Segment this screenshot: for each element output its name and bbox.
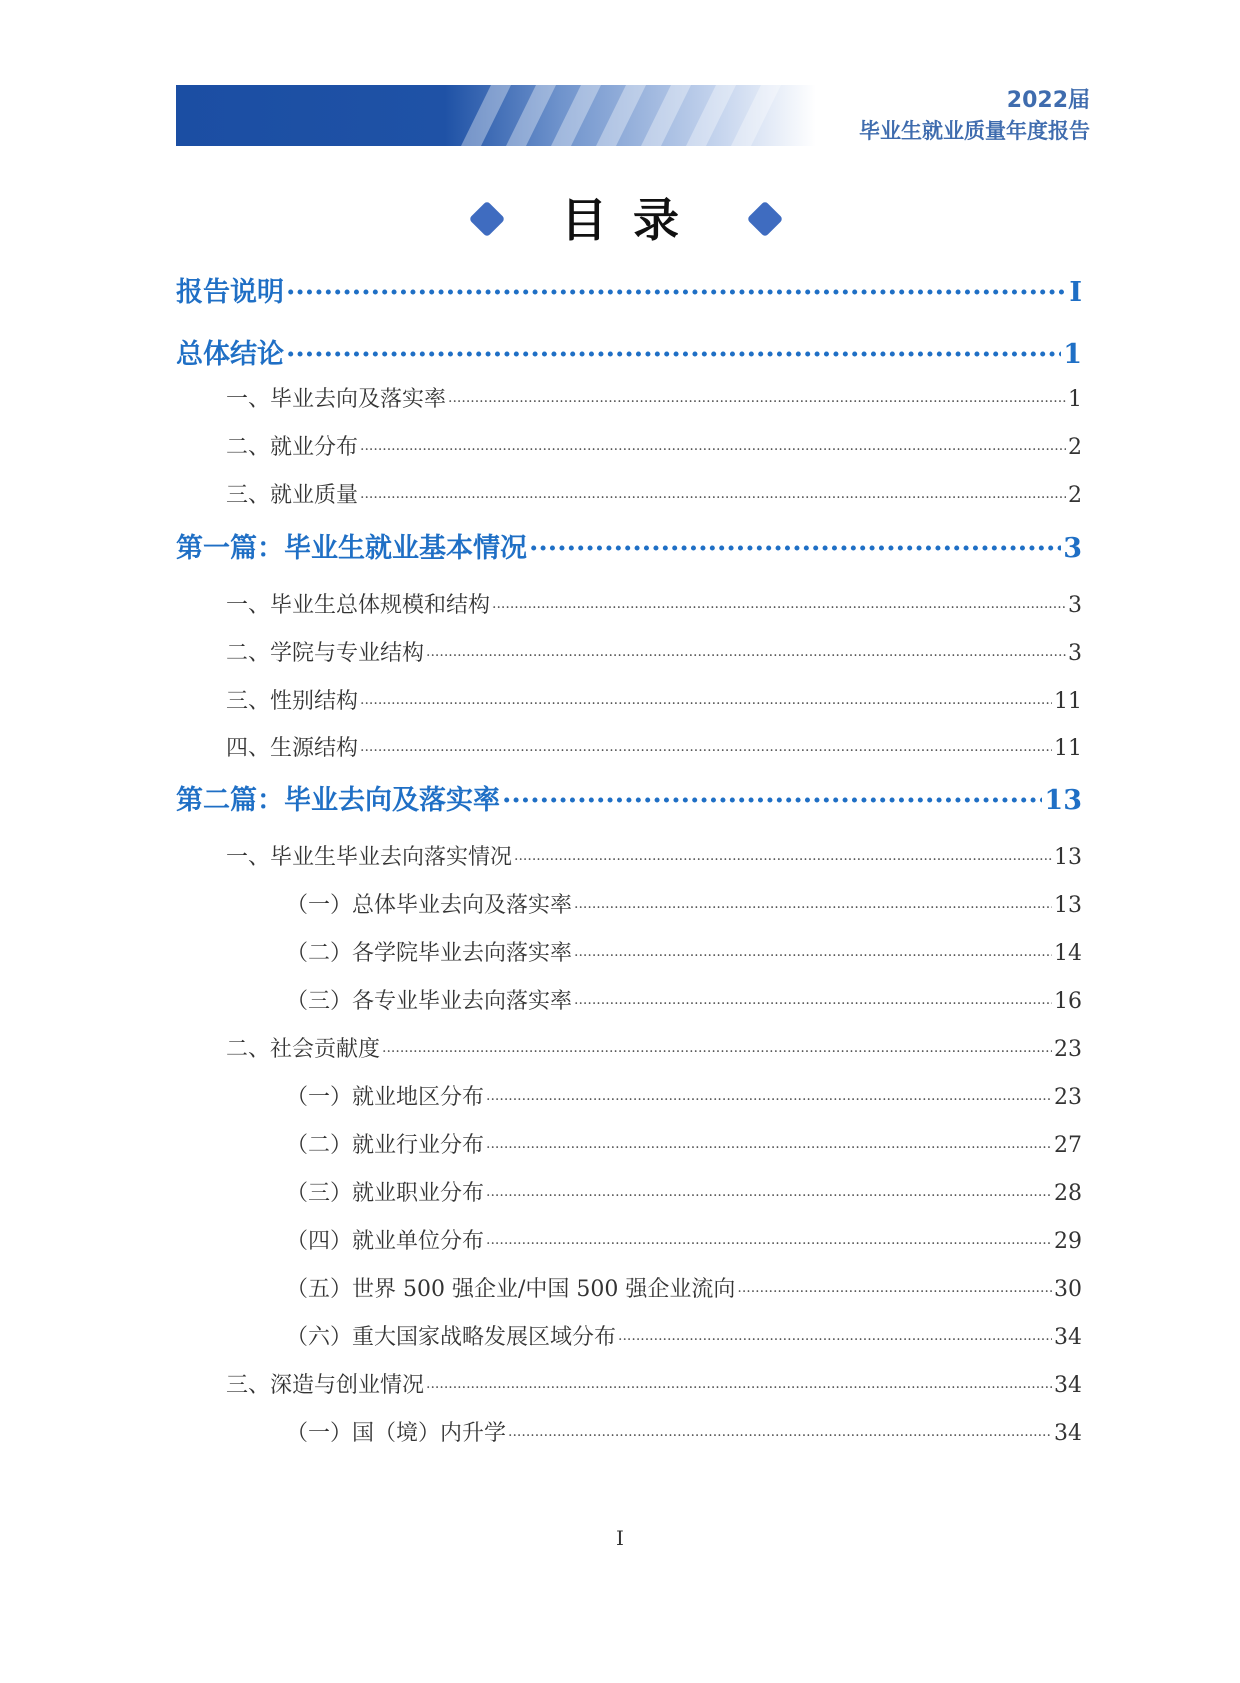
toc-entry[interactable] xyxy=(226,1032,1082,1066)
toc-entry-page: 30 xyxy=(1054,1277,1082,1302)
toc-entry-page: 27 xyxy=(1054,1133,1082,1158)
toc-entry[interactable] xyxy=(286,1224,1082,1258)
toc-entry-page: I xyxy=(1069,277,1082,308)
toc-entry[interactable] xyxy=(226,684,1082,718)
toc-entry-leader xyxy=(360,741,1052,755)
toc-entry[interactable] xyxy=(286,888,1082,922)
toc-entry[interactable] xyxy=(286,1176,1082,1210)
toc-entry-page: 23 xyxy=(1054,1085,1082,1110)
toc-entry-label: 第二篇：毕业去向及落实率 xyxy=(176,785,500,816)
toc-entry-leader xyxy=(486,1186,1052,1200)
toc-entry-page: 34 xyxy=(1054,1325,1082,1350)
toc-entry-label: （一）就业地区分布 xyxy=(286,1085,485,1110)
toc-entry[interactable] xyxy=(286,936,1082,970)
toc-entry-page: 13 xyxy=(1044,785,1082,816)
toc-entry-label: 三、性别结构 xyxy=(226,689,359,714)
toc-title: 目录 xyxy=(561,193,705,247)
toc-entry-leader xyxy=(502,782,1042,809)
toc-entry[interactable] xyxy=(226,731,1082,765)
toc-entry-label: 一、毕业生总体规模和结构 xyxy=(226,593,491,618)
header-year: 2022届 xyxy=(1006,88,1090,113)
toc-entry-leader xyxy=(486,1138,1052,1152)
toc-entry[interactable] xyxy=(286,1320,1082,1354)
toc-entry-label: 三、深造与创业情况 xyxy=(226,1373,425,1398)
toc-entry-page: 13 xyxy=(1054,893,1082,918)
toc-entry-page: 28 xyxy=(1054,1181,1082,1206)
toc-entry-label: （二）就业行业分布 xyxy=(286,1133,485,1158)
toc-entry[interactable] xyxy=(226,636,1082,670)
toc-entry-leader xyxy=(360,488,1066,502)
toc-entry-page: 11 xyxy=(1054,689,1082,714)
toc-entry[interactable] xyxy=(286,1416,1082,1450)
toc-entry-leader xyxy=(508,1426,1052,1440)
header-subtitle: 毕业生就业质量年度报告 xyxy=(859,119,1090,143)
toc-entry-page: 11 xyxy=(1054,736,1082,761)
toc-entry-page: 3 xyxy=(1068,641,1082,666)
toc-entry-leader xyxy=(618,1330,1052,1344)
footer-page-number: I xyxy=(616,1526,624,1550)
toc-entry-leader xyxy=(574,898,1052,912)
toc-entry-page: 13 xyxy=(1054,845,1082,870)
toc-entry-label: 二、社会贡献度 xyxy=(226,1037,381,1062)
toc-entry-label: （一）国（境）内升学 xyxy=(286,1421,507,1446)
toc-entry-page: 3 xyxy=(1068,593,1082,618)
toc-entry[interactable] xyxy=(286,984,1082,1018)
toc-entry-page: 23 xyxy=(1054,1037,1082,1062)
toc-entry-label: （一）总体毕业去向及落实率 xyxy=(286,893,573,918)
toc-entry-leader xyxy=(426,1378,1052,1392)
toc-entry-label: （三）就业职业分布 xyxy=(286,1181,485,1206)
toc-entry-label: （六）重大国家战略发展区域分布 xyxy=(286,1325,617,1350)
toc-entry-page: 34 xyxy=(1054,1421,1082,1446)
toc-entry[interactable] xyxy=(176,270,1082,310)
toc-entry-page: 2 xyxy=(1068,483,1082,508)
toc-entry-page: 1 xyxy=(1063,339,1082,370)
toc-entry[interactable] xyxy=(286,1080,1082,1114)
toc-entry-page: 29 xyxy=(1054,1229,1082,1254)
toc-entry-page: 34 xyxy=(1054,1373,1082,1398)
toc-entry[interactable] xyxy=(176,526,1082,566)
toc-entry[interactable] xyxy=(226,588,1082,622)
toc-entry-leader xyxy=(737,1282,1052,1296)
toc-entry-page: 2 xyxy=(1068,435,1082,460)
toc-entry[interactable] xyxy=(226,1368,1082,1402)
header-text xyxy=(859,86,1090,146)
toc-entry-label: 一、毕业生毕业去向落实情况 xyxy=(226,845,513,870)
toc-entry[interactable] xyxy=(226,430,1082,464)
toc-entry-page: 16 xyxy=(1054,989,1082,1014)
toc-entry-leader xyxy=(492,598,1066,612)
toc-entry-leader xyxy=(486,1234,1052,1248)
toc-entry-label: （三）各专业毕业去向落实率 xyxy=(286,989,573,1014)
toc-entry-leader xyxy=(448,392,1066,406)
toc-entry-leader xyxy=(486,1090,1052,1104)
header-band-graphic xyxy=(176,85,816,146)
toc-entry-label: （二）各学院毕业去向落实率 xyxy=(286,941,573,966)
toc-entry-page: 1 xyxy=(1068,387,1082,412)
toc-entry-leader xyxy=(286,274,1067,301)
toc-entry[interactable] xyxy=(226,840,1082,874)
toc-entry-leader xyxy=(514,850,1052,864)
toc-title-wrap xyxy=(0,190,1240,250)
toc-entry-leader xyxy=(574,946,1052,960)
toc-entry-label: （五）世界 500 强企业/中国 500 强企业流向 xyxy=(286,1277,736,1302)
toc-entry-leader xyxy=(360,440,1066,454)
toc-entry-leader xyxy=(574,994,1052,1008)
toc-entry[interactable] xyxy=(286,1128,1082,1162)
toc-entry-leader xyxy=(382,1042,1052,1056)
toc-entry[interactable] xyxy=(176,778,1082,818)
toc-entry-label: 三、就业质量 xyxy=(226,483,359,508)
toc-entry-label: 二、就业分布 xyxy=(226,435,359,460)
toc-entry-leader xyxy=(286,336,1061,363)
toc-entry-label: 报告说明 xyxy=(176,277,284,308)
toc-entry-page: 3 xyxy=(1063,533,1082,564)
toc-entry[interactable] xyxy=(226,382,1082,416)
toc-entry-leader xyxy=(426,646,1066,660)
toc-entry-label: 二、学院与专业结构 xyxy=(226,641,425,666)
header-band xyxy=(176,85,816,146)
toc-entry[interactable] xyxy=(176,332,1082,372)
toc-entry-page: 14 xyxy=(1054,941,1082,966)
toc-entry-label: 总体结论 xyxy=(176,339,284,370)
toc-entry[interactable] xyxy=(286,1272,1082,1306)
toc-entry-label: 四、生源结构 xyxy=(226,736,359,761)
toc-entry-label: 第一篇：毕业生就业基本情况 xyxy=(176,533,527,564)
toc-entry-label: （四）就业单位分布 xyxy=(286,1229,485,1254)
toc-entry-leader xyxy=(360,694,1052,708)
toc-entry[interactable] xyxy=(226,478,1082,512)
toc-entry-leader xyxy=(529,530,1061,557)
toc-entry-label: 一、毕业去向及落实率 xyxy=(226,387,447,412)
